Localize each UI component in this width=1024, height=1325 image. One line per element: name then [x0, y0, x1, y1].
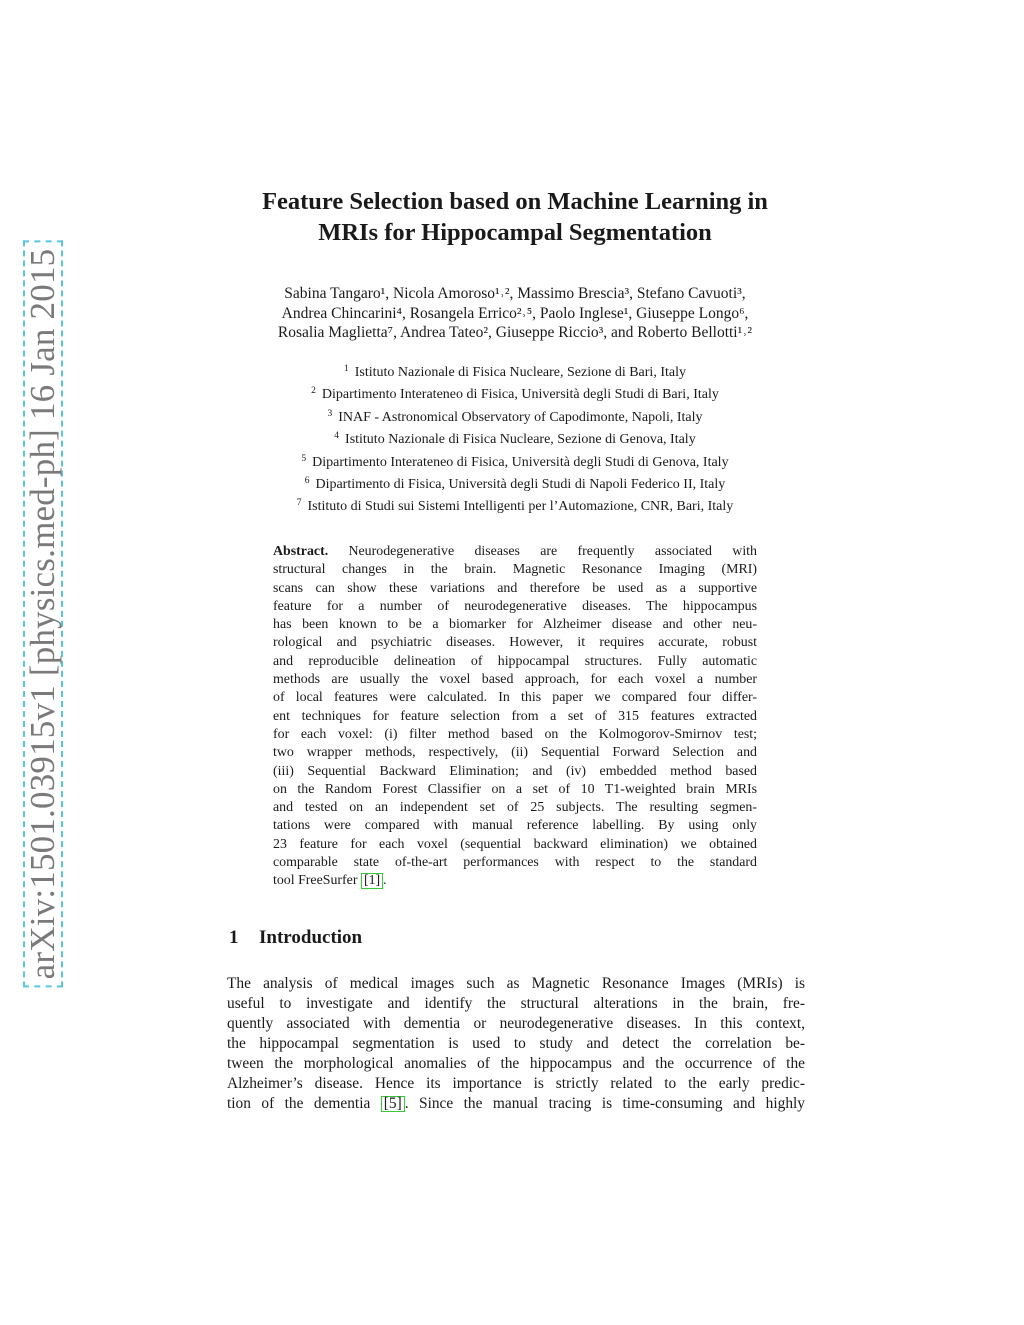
affiliation — [200, 494, 830, 516]
author-line: Andrea Chincarini⁴, Rosangela Errico²˒⁵, Paolo Inglese¹, Giuseppe Longo⁶, — [281, 304, 749, 322]
title-line: Feature Selection based on Machine Learning in — [262, 188, 768, 215]
abstract-line: two wrapper methods, respectively, (ii) Sequential Forward Selection and — [273, 745, 757, 761]
paper-title — [215, 186, 815, 248]
paragraph-line: The analysis of medical images such as Magnetic Resonance Images (MRIs) is — [227, 975, 805, 992]
affiliation-text: Istituto di Studi sui Sistemi Intelligenti per l’Automazione, CNR, Bari, Italy — [307, 499, 734, 515]
paragraph-line: Alzheimer’s disease. Hence its importance is strictly related to the early predic- — [227, 1075, 805, 1092]
abstract-line: comparable state of-the-art performances with respect to the standard — [273, 855, 757, 871]
abstract-line: tations were compared with manual reference labelling. By using only — [273, 818, 757, 834]
abstract-text: . — [383, 873, 387, 889]
author-list — [200, 284, 830, 343]
paragraph-line: useful to investigate and identify the structural alterations in the brain, fre- — [227, 995, 805, 1012]
abstract-line: on the Random Forest Classifier on a set of 10 T1-weighted brain MRIs — [273, 781, 757, 797]
citation-link[interactable]: [1] — [361, 873, 383, 889]
section-heading — [229, 927, 362, 949]
abstract-line: (iii) Sequential Backward Elimination; and (iv) embedded method based — [273, 763, 757, 779]
abstract-line: structural changes in the brain. Magnetic Resonance Imaging (MRI) — [273, 562, 757, 578]
affiliation-text: Dipartimento Interateneo di Fisica, Università degli Studi di Genova, Italy — [312, 454, 729, 470]
affiliation — [200, 382, 830, 404]
affiliation — [200, 472, 830, 494]
abstract — [273, 543, 757, 891]
paragraph-line: the hippocampal segmentation is used to study and detect the correlation be- — [227, 1035, 805, 1052]
affiliation-text: Dipartimento Interateneo di Fisica, Università degli Studi di Bari, Italy — [321, 387, 719, 403]
arxiv-identifier-stamp[interactable]: arXiv:1501.03915v1 [physics.med-ph] 16 Jan 2015 — [23, 241, 63, 988]
paragraph-text: . Since the manual tracing is time-consuming and highly — [404, 1095, 805, 1112]
abstract-line: and tested on an independent set of 25 subjects. The resulting segmen- — [273, 800, 757, 816]
affiliation-text: Dipartimento di Fisica, Università degli Studi di Napoli Federico II, Italy — [315, 477, 726, 493]
abstract-label: Abstract. — [273, 544, 329, 559]
abstract-line: ent techniques for feature selection from a set of 315 features extracted — [273, 708, 757, 724]
affiliation — [200, 405, 830, 427]
affiliation-number: 7 — [296, 498, 302, 509]
author-line: Rosalia Maglietta⁷, Andrea Tateo², Giuseppe Riccio³, and Roberto Bellotti¹˒² — [277, 324, 753, 341]
affiliation — [200, 427, 830, 449]
section-number: 1 — [229, 927, 239, 948]
abstract-line: feature for a number of neurodegenerative diseases. The hippocampus — [273, 598, 757, 614]
abstract-text: tool FreeSurfer — [273, 873, 361, 889]
title-line: MRIs for Hippocampal Segmentation — [318, 219, 712, 246]
abstract-line — [273, 872, 757, 890]
paragraph-text: tion of the dementia — [227, 1095, 381, 1112]
introduction-paragraph — [227, 974, 805, 1114]
affiliation-number: 1 — [344, 364, 349, 374]
affiliation-number: 5 — [301, 453, 307, 464]
affiliation-text: INAF - Astronomical Observatory of Capodimonte, Napoli, Italy — [338, 409, 703, 425]
affiliation — [200, 450, 830, 472]
affiliation-text: Istituto Nazionale di Fisica Nucleare, Sezione di Bari, Italy — [354, 365, 686, 380]
paragraph-line: tween the morphological anomalies of the hippocampus and the occurrence of the — [227, 1055, 805, 1072]
abstract-line: rological and psychiatric diseases. However, it requires accurate, robust — [273, 635, 757, 651]
abstract-text: Neurodegenerative diseases are frequently associated with — [348, 544, 757, 559]
affiliation-number: 3 — [327, 408, 333, 419]
abstract-line: and reproducible delineation of hippocampal structures. Fully automatic — [273, 653, 757, 669]
abstract-line: 23 feature for each voxel (sequential backward elimination) we obtained — [273, 836, 757, 852]
affiliation-number: 4 — [334, 431, 340, 442]
abstract-line — [273, 543, 757, 561]
abstract-line: for each voxel: (i) filter method based on the Kolmogorov-Smirnov test; — [273, 726, 757, 742]
abstract-line: of local features were calculated. In this paper we compared four differ- — [273, 690, 757, 706]
section-title: Introduction — [259, 927, 363, 948]
abstract-line: methods are usually the voxel based approach, for each voxel a number — [273, 672, 757, 688]
affiliation-number: 2 — [311, 386, 316, 397]
abstract-line: scans can show these variations and therefore be used as a supportive — [273, 580, 757, 596]
affiliation-text: Istituto Nazionale di Fisica Nucleare, Sezione di Genova, Italy — [345, 432, 696, 448]
affiliation-list — [200, 360, 830, 517]
affiliation-number: 6 — [304, 476, 310, 487]
citation-link[interactable]: [5] — [381, 1096, 405, 1112]
paragraph-line — [227, 1094, 805, 1114]
affiliation — [200, 360, 830, 382]
author-line: Sabina Tangaro¹, Nicola Amoroso¹˒², Massimo Brescia³, Stefano Cavuoti³, — [284, 285, 746, 302]
abstract-line: has been known to be a biomarker for Alzheimer disease and other neu- — [273, 617, 757, 633]
paragraph-line: quently associated with dementia or neurodegenerative diseases. In this context, — [227, 1015, 805, 1032]
